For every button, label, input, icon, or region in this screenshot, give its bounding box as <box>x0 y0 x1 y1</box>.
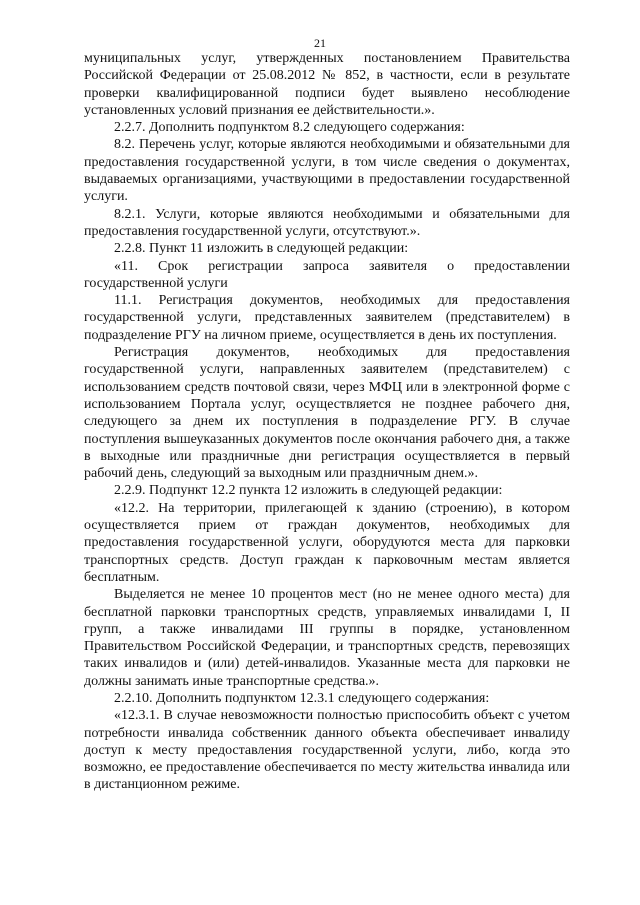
paragraph-8-2: 8.2. Перечень услуг, которые являются необходимыми и обязательными для предоставления государственной услуги, в том числе сведения о документах, выдаваемых организациями, участвующими в предоставлении государственной услуги. <box>84 137 570 205</box>
paragraph-2-2-7: 2.2.7. Дополнить подпунктом 8.2 следующего содержания: <box>114 120 465 136</box>
paragraph-12-3-1: «12.3.1. В случае невозможности полностью приспособить объект с учетом потребности инвалида собственник данного объекта обеспечивает инвалиду доступ к месту предоставления государственной услуги, либо, когда это возможно, ее предоставление обеспечивается по месту жительства инвалида или в дистанционном режиме. <box>84 708 570 793</box>
paragraph-2-2-10: 2.2.10. Дополнить подпунктом 12.3.1 следующего содержания: <box>114 690 490 706</box>
paragraph-2-2-8: 2.2.8. Пункт 11 изложить в следующей редакции: <box>114 241 409 257</box>
paragraph-11-title: «11. Срок регистрации запроса заявителя о предоставлении государственной услуги <box>84 258 570 291</box>
paragraph-registration: Регистрация документов, необходимых для предоставления государственной услуги, направленных заявителем (представителем) с использованием средств почтовой связи, через МФЦ или в электронной форме с использованием Портала услуг, осуществляется не позднее рабочего дня, следующего за днем их поступления в подразделение РГУ. В случае поступления вышеуказанных документов после окончания рабочего дня, а также в выходные или праздничные дни регистрация осуществляется в первый рабочий день, следующий за выходным или праздничным днем.». <box>84 345 570 482</box>
paragraph-12-2: «12.2. На территории, прилегающей к зданию (строению), в котором осуществляется прием от граждан документов, необходимых для предоставления государственной услуги, оборудуются места для парковки транспортных средств. Доступ граждан к парковочным местам является бесплатным. <box>84 500 570 585</box>
page-number: 21 <box>314 36 326 50</box>
document-body <box>84 50 570 794</box>
paragraph-2-2-9: 2.2.9. Подпункт 12.2 пункта 12 изложить в следующей редакции: <box>114 483 503 499</box>
paragraph-continuation: муниципальных услуг, утвержденных постановлением Правительства Российской Федерации от 25.08.2012 № 852, в частности, если в результате проверки квалифицированной подписи будет выявлено несоблюдение установленных условий признания ее действительности.». <box>84 51 570 118</box>
paragraph-8-2-1: 8.2.1. Услуги, которые являются необходимыми и обязательными для предоставления государственной услуги, отсутствуют.». <box>84 206 570 239</box>
paragraph-11-1: 11.1. Регистрация документов, необходимых для предоставления государственной услуги, представленных заявителем (представителем) в подразделение РГУ на личном приеме, осуществляется в день их поступления. <box>84 293 570 343</box>
paragraph-parking-disabled: Выделяется не менее 10 процентов мест (но не менее одного места) для бесплатной парковки транспортных средств, управляемых инвалидами I, II групп, а также инвалидами III группы в порядке, установленном Правительством Российской Федерации, и транспортных средств, перевозящих таких инвалидов и (или) детей-инвалидов. Указанные места для парковки не должны занимать иные транспортные средства.». <box>84 587 570 689</box>
